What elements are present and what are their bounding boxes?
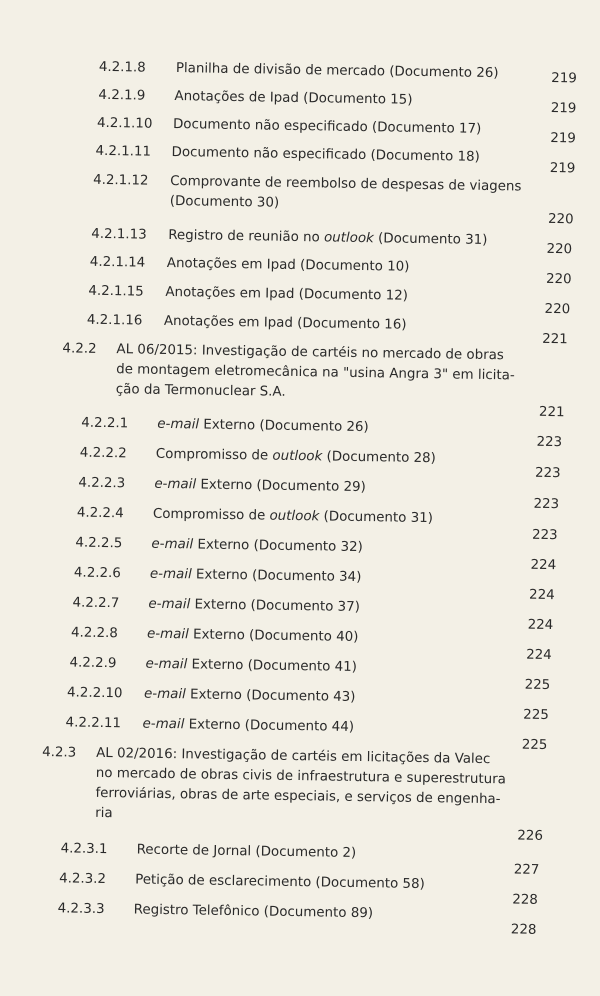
toc-title-text: (Documento 31) bbox=[373, 231, 488, 248]
toc-number: 4.2.2.2 bbox=[79, 445, 127, 462]
toc-number: 4.2.2.7 bbox=[72, 595, 120, 612]
toc-page-number: 225 bbox=[521, 737, 548, 753]
toc-title-text: Externo (Documento 29) bbox=[196, 477, 366, 496]
toc-number: 4.2.2.11 bbox=[65, 715, 122, 732]
toc-title-emphasis: outlook bbox=[272, 448, 323, 465]
toc-title: Registro Telefônico (Documento 89) bbox=[133, 902, 374, 922]
toc-title-text: Externo (Documento 41) bbox=[187, 657, 358, 675]
toc-title: AL 02/2016: Investigação de cartéis em licitações da Valec bbox=[96, 745, 491, 768]
toc-title: AL 06/2015: Investigação de cartéis no mercado de obras bbox=[116, 342, 504, 364]
toc-number: 4.2.1.16 bbox=[86, 312, 143, 329]
toc-title-continued: no mercado de obras civis de infraestrutura e superestrutura bbox=[95, 765, 507, 788]
toc-title-emphasis: outlook bbox=[323, 230, 374, 247]
toc-number: 4.2.1.9 bbox=[98, 87, 146, 104]
toc-number: 4.2.1.15 bbox=[88, 283, 144, 300]
toc-page-number: 219 bbox=[550, 100, 577, 117]
toc-title-text: Externo (Documento 43) bbox=[185, 687, 356, 705]
toc-title-emphasis: outlook bbox=[269, 508, 320, 525]
toc-number: 4.2.2.1 bbox=[81, 415, 129, 432]
toc-title: Documento não especificado (Documento 17) bbox=[172, 117, 482, 137]
toc-title-continued: ção da Termonuclear S.A. bbox=[115, 382, 286, 400]
toc-page-number: 224 bbox=[528, 587, 555, 604]
toc-title-text: Externo (Documento 34) bbox=[191, 567, 362, 586]
toc-title: Petição de esclarecimento (Documento 58) bbox=[135, 872, 425, 893]
toc-number: 4.2.2.10 bbox=[66, 685, 123, 702]
toc-title-continued: (Documento 30) bbox=[169, 193, 280, 211]
toc-title: Comprovante de reembolso de despesas de viagens bbox=[170, 173, 522, 195]
toc-number: 4.2.2.4 bbox=[76, 505, 124, 522]
toc-page-number: 226 bbox=[517, 828, 544, 844]
toc-title: Anotações em Ipad (Documento 12) bbox=[165, 284, 409, 304]
toc-page-number: 223 bbox=[531, 527, 558, 544]
toc-title bbox=[157, 416, 369, 437]
toc-title-text: Externo (Documento 32) bbox=[193, 537, 363, 556]
toc-page-number: 221 bbox=[538, 404, 565, 421]
toc-title: Anotações em Ipad (Documento 10) bbox=[166, 255, 410, 275]
toc-page-number: 224 bbox=[530, 557, 557, 574]
toc-number: 4.2.1.13 bbox=[91, 226, 147, 243]
toc-title-continued: ria bbox=[95, 805, 113, 822]
toc-title-text: Registro de reunião no bbox=[168, 227, 325, 246]
toc-title-text: Externo (Documento 40) bbox=[188, 627, 359, 645]
toc-page-number: 220 bbox=[547, 211, 574, 228]
toc-page-number: 223 bbox=[536, 434, 563, 451]
toc-title-emphasis: e-mail bbox=[154, 476, 197, 493]
toc-number: 4.2.2.9 bbox=[69, 655, 117, 672]
toc-title: Documento não especificado (Documento 18) bbox=[171, 145, 480, 165]
toc-title bbox=[153, 506, 433, 528]
toc-title bbox=[151, 536, 363, 557]
toc-number: 4.2.2 bbox=[62, 341, 97, 357]
toc-page-number: 224 bbox=[527, 617, 554, 634]
toc-number: 4.2.3.2 bbox=[59, 871, 107, 888]
toc-title-emphasis: e-mail bbox=[148, 596, 191, 613]
toc-title bbox=[168, 227, 487, 250]
toc-number: 4.2.3.1 bbox=[60, 841, 108, 858]
toc-title-emphasis: e-mail bbox=[157, 416, 200, 433]
toc-title-emphasis: e-mail bbox=[145, 656, 188, 673]
toc-number: 4.2.1.11 bbox=[95, 143, 152, 160]
toc-title-text: Externo (Documento 37) bbox=[190, 597, 361, 616]
toc-number: 4.2.2.5 bbox=[75, 535, 123, 552]
toc-title: Anotações em Ipad (Documento 16) bbox=[163, 313, 407, 333]
toc-number: 4.2.1.10 bbox=[96, 115, 153, 132]
toc-number: 4.2.2.6 bbox=[73, 565, 121, 582]
toc-page-number: 228 bbox=[510, 922, 537, 938]
toc-page-number: 220 bbox=[546, 241, 573, 258]
toc-number: 4.2.1.14 bbox=[89, 254, 146, 271]
toc-title bbox=[154, 476, 366, 497]
toc-title-text: Externo (Documento 26) bbox=[198, 417, 369, 436]
toc-number: 4.2.3 bbox=[42, 745, 77, 761]
toc-page-number: 220 bbox=[545, 271, 572, 288]
toc-title-text: Compromisso de bbox=[152, 506, 270, 524]
toc-page-number: 225 bbox=[523, 707, 549, 723]
toc-title-emphasis: e-mail bbox=[149, 566, 192, 583]
toc-title bbox=[148, 596, 360, 617]
toc-title-text: Externo (Documento 44) bbox=[184, 717, 355, 735]
toc-title bbox=[142, 716, 354, 737]
toc-title-emphasis: e-mail bbox=[143, 686, 186, 703]
toc-title-continued: de montagem eletromecânica na "usina Angra 3" em licita- bbox=[116, 362, 515, 384]
toc-page-number: 228 bbox=[512, 892, 539, 908]
toc-title bbox=[147, 626, 359, 647]
toc-page-number: 220 bbox=[544, 301, 571, 318]
toc-title-emphasis: e-mail bbox=[151, 536, 194, 553]
toc-title: Anotações de Ipad (Documento 15) bbox=[174, 89, 413, 108]
toc-page-number: 219 bbox=[549, 160, 576, 177]
toc-page-number: 224 bbox=[526, 647, 552, 664]
toc-page-number: 227 bbox=[513, 862, 540, 878]
toc-title: Recorte de Jornal (Documento 2) bbox=[136, 842, 357, 861]
toc-title bbox=[145, 656, 357, 677]
toc-title bbox=[156, 446, 436, 468]
toc-number: 4.2.1.8 bbox=[98, 59, 146, 76]
toc-title-emphasis: e-mail bbox=[142, 716, 185, 733]
toc-number: 4.2.1.12 bbox=[93, 172, 149, 189]
toc-title-text: (Documento 28) bbox=[322, 449, 436, 467]
toc-page-number: 219 bbox=[550, 130, 576, 147]
toc-title bbox=[150, 566, 362, 587]
toc-title-emphasis: e-mail bbox=[146, 626, 189, 643]
toc-page-number: 225 bbox=[524, 677, 551, 694]
toc-number: 4.2.3.3 bbox=[57, 901, 105, 918]
toc-title-text: Compromisso de bbox=[155, 446, 273, 464]
toc-title bbox=[144, 686, 356, 707]
toc-page-number: 223 bbox=[533, 496, 560, 513]
toc-page-number: 221 bbox=[542, 331, 568, 348]
toc-page-number: 219 bbox=[551, 70, 577, 87]
toc-number: 4.2.2.3 bbox=[78, 475, 126, 492]
toc-page-number: 223 bbox=[534, 465, 561, 482]
toc-number: 4.2.2.8 bbox=[70, 625, 119, 642]
toc-title-text: (Documento 31) bbox=[319, 509, 434, 527]
toc-title: Planilha de divisão de mercado (Documento 26) bbox=[175, 61, 499, 82]
toc-title-continued: ferroviárias, obras de arte especiais, e serviços de engenha- bbox=[95, 785, 501, 808]
